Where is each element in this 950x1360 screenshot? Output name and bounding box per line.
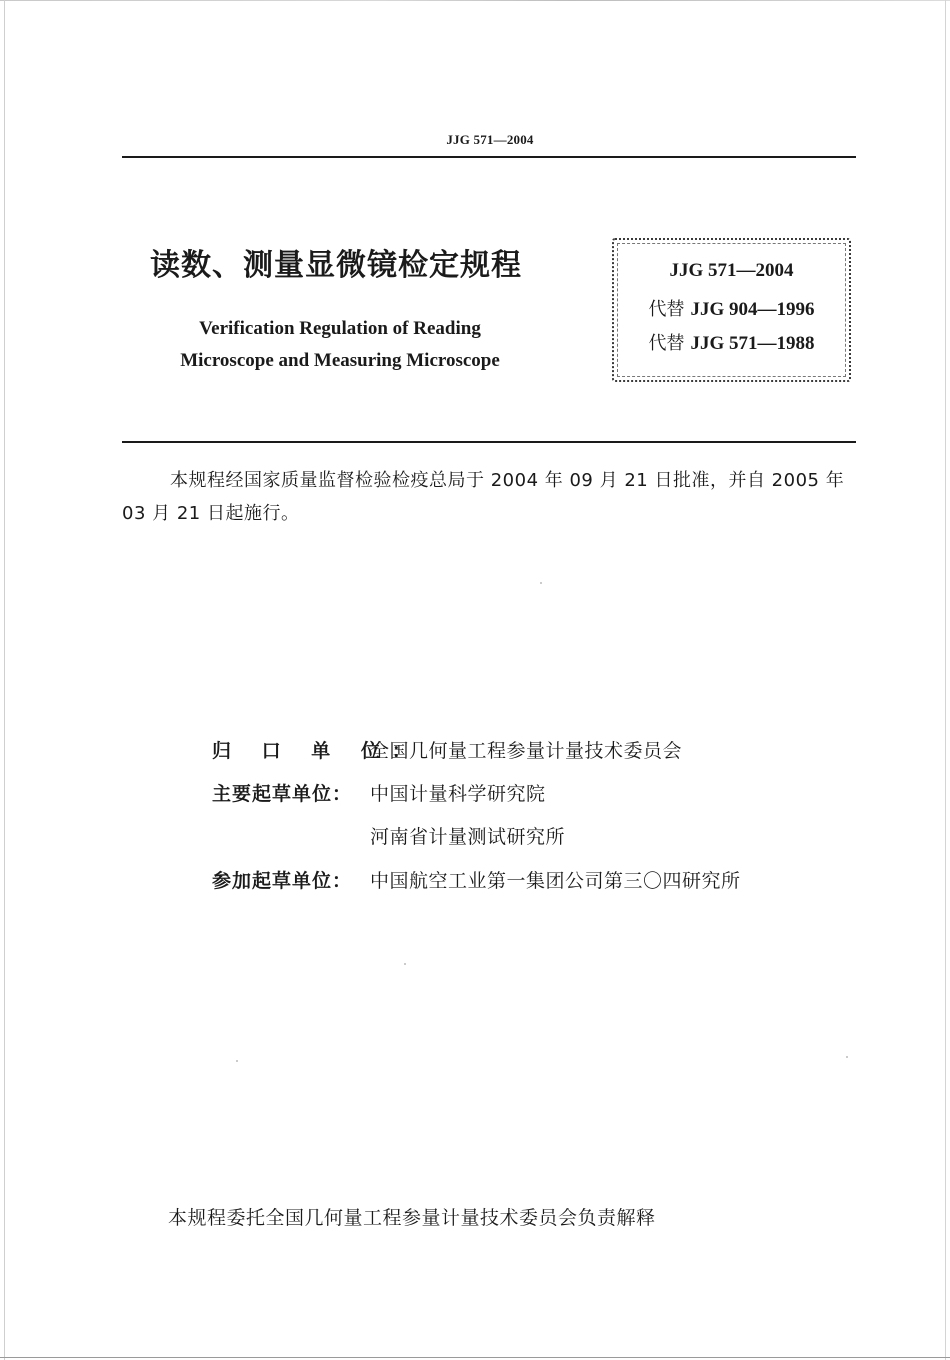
replaces-line-2 [614,329,849,355]
title-english-line-1: Verification Regulation of Reading [199,318,481,339]
replaced-code-2: JJG 571—1988 [690,333,815,354]
title-english [160,313,520,377]
scan-speck [404,963,406,965]
title-chinese: 读数、测量显微镜检定规程 [150,248,522,283]
participating-unit-row [212,866,741,893]
main-drafting-unit-value-1: 中国计量科学研究院 [370,783,546,805]
scan-edge-top [0,0,950,1]
scan-speck [236,1060,238,1062]
current-standard-code: JJG 571—2004 [669,260,794,281]
replaces-prefix-2: 代替 [648,333,685,354]
header-rule [122,156,856,158]
replaced-code-1: JJG 904—1996 [690,299,815,320]
responsible-unit-value: 全国几何量工程参量计量技术委员会 [370,740,683,762]
main-drafting-unit-label: 主要起草单位： [212,783,353,805]
responsible-unit-row [212,736,682,763]
main-drafting-unit-value-2: 河南省计量测试研究所 [370,826,566,848]
participating-unit-value: 中国航空工业第一集团公司第三〇四研究所 [370,870,741,892]
scan-edge-bottom [0,1357,950,1358]
scan-speck [846,1056,848,1058]
responsible-unit-label: 归 口 单 位： [212,740,423,762]
scan-edge-left [4,0,5,1360]
title-english-line-2: Microscope and Measuring Microscope [180,350,500,371]
replacement-box [612,238,851,382]
replaces-prefix-1: 代替 [648,299,685,320]
scan-speck [540,582,542,584]
main-drafting-unit-row-2 [212,822,565,849]
scan-edge-right [945,0,946,1360]
header-standard-code: JJG 571—2004 [446,132,534,147]
main-drafting-unit-row [212,779,546,806]
main-drafting-unit-label-spacer [212,822,370,849]
approval-statement: 本规程经国家质量监督检验检疫总局于 2004 年 09 月 21 日批准，并自 2005 年 03 月 21 日起施行。 [122,470,845,524]
participating-unit-label: 参加起草单位： [212,870,353,892]
replaces-line-1 [614,295,849,321]
section-rule [122,441,856,443]
interpretation-note: 本规程委托全国几何量工程参量计量技术委员会负责解释 [168,1207,656,1229]
